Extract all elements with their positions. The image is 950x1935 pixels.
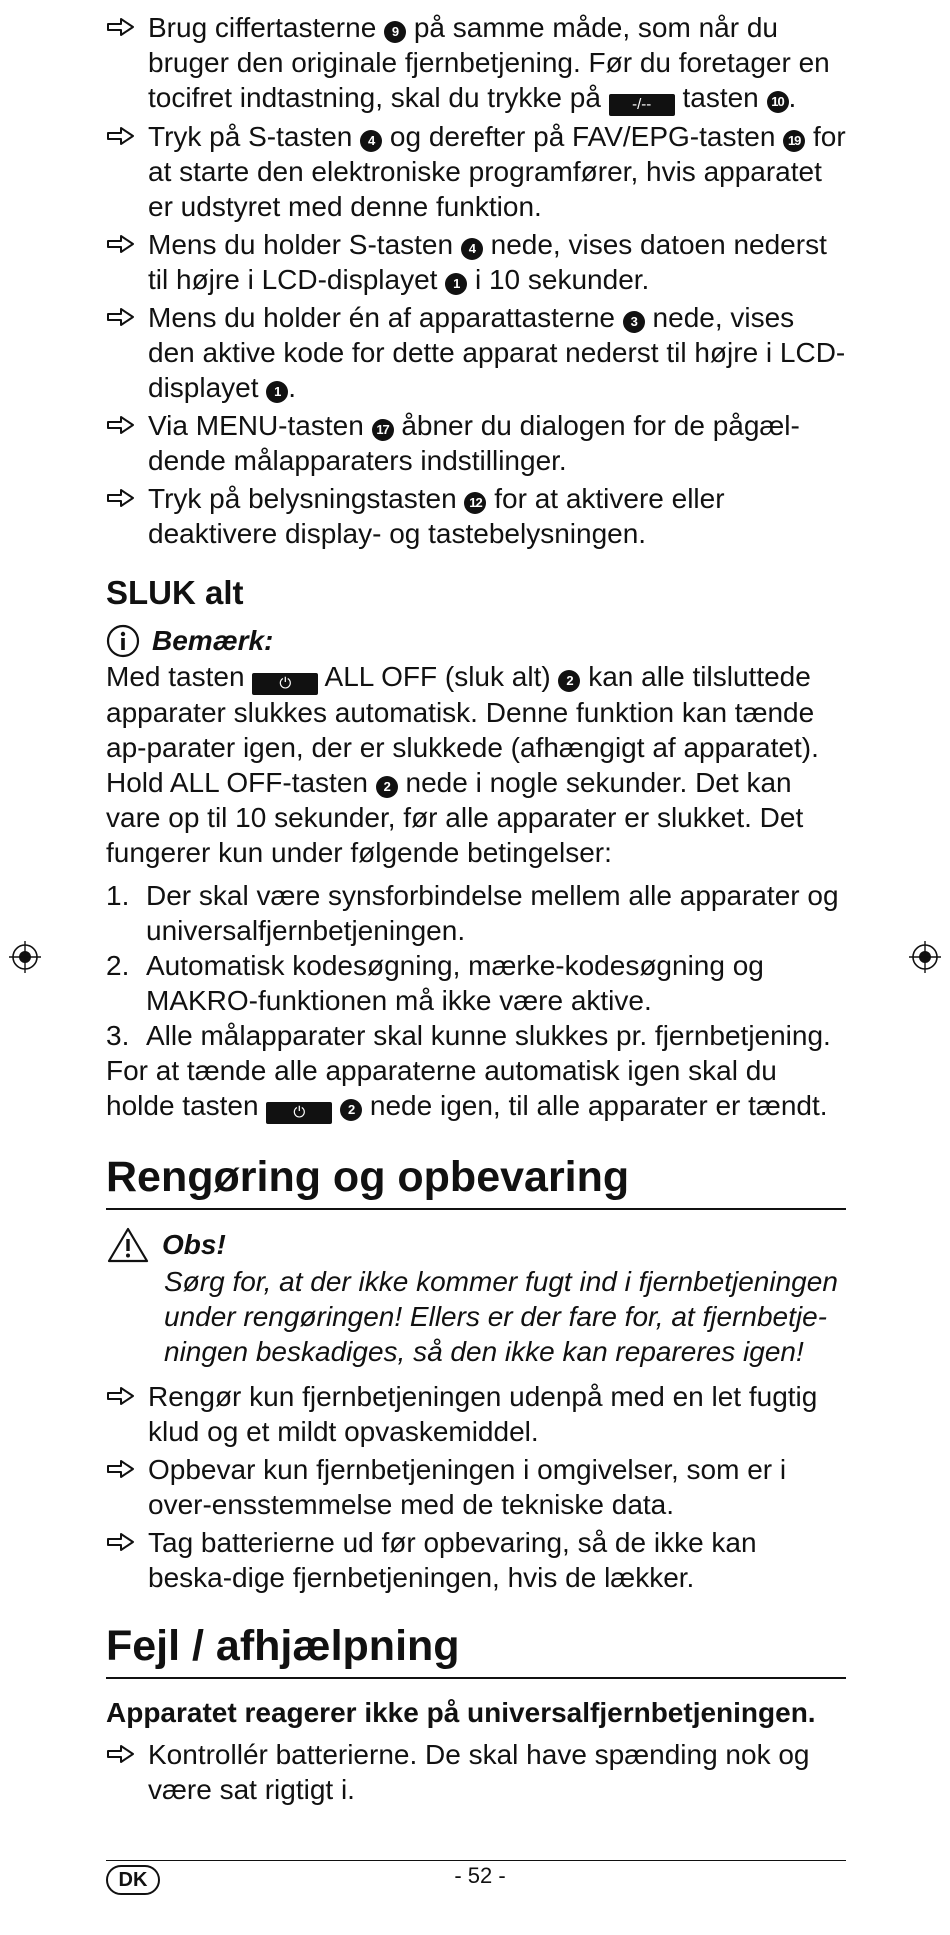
bullet-list-top (106, 10, 846, 551)
list-item (106, 878, 846, 948)
cleaning-bullet-list (106, 1379, 846, 1595)
arrow-right-outline-icon (106, 1532, 136, 1552)
footer-divider (106, 1860, 846, 1861)
warning-label: Obs! (162, 1229, 226, 1260)
sluk-outro-paragraph (106, 1053, 846, 1124)
text-run: og derefter på FAV/EPG-tasten (382, 121, 784, 152)
arrow-right-outline-icon (106, 1744, 136, 1764)
bullet-text (148, 121, 846, 222)
text-run: Tryk på S-tasten (148, 121, 361, 152)
bullet-item (106, 408, 846, 478)
reference-number-badge: 2 (340, 1099, 362, 1121)
registration-mark-icon (9, 941, 41, 973)
bullet-text (148, 1739, 810, 1805)
reference-number-badge: 3 (623, 311, 645, 333)
bullet-item (106, 1452, 846, 1522)
text-run: Kontrollér batterierne. De skal have spænding nok og være sat rigtigt i. (148, 1739, 810, 1805)
reference-number-badge: 9 (384, 21, 406, 43)
text-run: . (288, 372, 297, 403)
text-run: Rengør kun fjernbetjeningen udenpå med en let fugtig klud og et mildt opvaskemiddel. (148, 1381, 818, 1447)
sluk-ordered-list (106, 878, 846, 1053)
section-heading-cleaning: Rengøring og opbevaring (106, 1150, 846, 1210)
text-run: Via MENU-tasten (148, 410, 372, 441)
bullet-item (106, 300, 846, 405)
bullet-item (106, 1525, 846, 1595)
bullet-text (148, 410, 800, 476)
warning-triangle-icon (106, 1226, 150, 1264)
text-run: kan alle tilsluttede apparater slukkes automatisk. Denne funktion kan tænde ap-parater igen, der er slukkede (afhængigt af apparatet). Hold ALL OFF-tasten (106, 661, 819, 798)
warning-text: Sørg for, at der ikke kommer fugt ind i fjernbetjeningen under rengøringen! Ellers er der fare for, at fjernbetje-ningen beskadiges, så den ikke kan repareres igen! (164, 1266, 838, 1367)
section-heading-trouble: Fejl / afhjælpning (106, 1619, 846, 1679)
reference-number-badge: 1 (445, 273, 467, 295)
trouble-subheading: Apparatet reagerer ikke på universalfjernbetjeningen. (106, 1697, 816, 1728)
reference-number-badge: 12 (464, 492, 486, 514)
bullet-text (148, 1527, 757, 1593)
bullet-text (148, 483, 725, 549)
language-badge: DK (106, 1865, 160, 1895)
reference-number-badge: 10 (767, 91, 789, 113)
arrow-right-outline-icon (106, 1459, 136, 1479)
list-number: 2. (106, 950, 130, 981)
registration-mark-icon (909, 941, 941, 973)
arrow-right-outline-icon (106, 17, 136, 37)
page-content (106, 10, 846, 1810)
reference-number-badge: 17 (372, 419, 394, 441)
text-run: Mens du holder S-tasten (148, 229, 461, 260)
text-run: For at tænde alle apparaterne automatisk igen skal du holde tasten (106, 1055, 777, 1121)
bullet-item (106, 481, 846, 551)
text-run: Tag batterierne ud før opbevaring, så de ikke kan beska-dige fjernbetjeningen, hvis de lækker. (148, 1527, 757, 1593)
text-run: nede i nogle sekunder. Det kan vare op til 10 sekunder, før alle apparater er slukket. Det fungerer kun under følgende betingelser: (106, 767, 804, 868)
text-run: åbner du dialogen for de pågæl-dende målapparaters indstillinger. (148, 410, 800, 476)
list-number: 3. (106, 1020, 130, 1051)
remote-key-icon: ⏻ (252, 673, 318, 695)
list-text: Automatisk kodesøgning, mærke-kodesøgning og MAKRO-funktionen må ikke være aktive. (146, 950, 764, 1016)
list-text: Der skal være synsforbindelse mellem alle apparater og universalfjernbetjeningen. (146, 880, 839, 946)
bullet-item (106, 227, 846, 297)
bullet-text (148, 1381, 817, 1447)
trouble-bullet-list (106, 1737, 846, 1807)
reference-number-badge: 2 (376, 776, 398, 798)
text-run: tasten (674, 82, 767, 113)
text-run: for at aktivere eller deaktivere display- og tastebelysningen. (148, 483, 725, 549)
reference-number-badge: 1 (266, 381, 288, 403)
arrow-right-outline-icon (106, 307, 136, 327)
bullet-item (106, 10, 846, 116)
page-number: - 52 - (454, 1863, 506, 1888)
note-label: Bemærk: (152, 625, 274, 656)
list-item (106, 1018, 846, 1053)
text-run: nede, vises den aktive kode for dette apparat nederst til højre i LCD-displayet (148, 302, 846, 403)
list-item (106, 948, 846, 1018)
bullet-item (106, 1379, 846, 1449)
text-run: Tryk på belysningstasten (148, 483, 465, 514)
bullet-item (106, 1737, 846, 1807)
text-run: Med tasten (106, 661, 253, 692)
text-run: nede igen, til alle apparater er tændt. (362, 1090, 828, 1121)
text-run: ALL OFF (sluk alt) (318, 661, 559, 692)
arrow-right-outline-icon (106, 488, 136, 508)
bullet-text (148, 229, 827, 295)
arrow-right-outline-icon (106, 415, 136, 435)
list-text: Alle målapparater skal kunne slukkes pr. fjernbetjening. (146, 1020, 831, 1051)
bullet-text (148, 12, 830, 113)
text-run: for at starte den elektroniske programfører, hvis apparatet er udstyret med denne funktion. (148, 121, 846, 222)
warning-title (106, 1226, 846, 1264)
arrow-right-outline-icon (106, 234, 136, 254)
remote-key-icon: ⏻ (266, 1102, 332, 1124)
sluk-intro-paragraph (106, 659, 846, 870)
text-run: Mens du holder én af apparattasterne (148, 302, 623, 333)
text-run: i 10 sekunder. (467, 264, 650, 295)
info-icon (106, 624, 140, 658)
text-run: på samme måde, som når du bruger den originale fjernbetjening. Før du foretager en tocifret indtastning, skal du trykke på (148, 12, 830, 113)
reference-number-badge: 2 (558, 670, 580, 692)
arrow-right-outline-icon (106, 126, 136, 146)
remote-key-icon: -/-- (609, 94, 675, 116)
text-run: . (788, 82, 797, 113)
section-heading-sluk: SLUK alt (106, 574, 244, 611)
text-run: Brug ciffertasterne (148, 12, 385, 43)
arrow-right-outline-icon (106, 1386, 136, 1406)
text-run (332, 1090, 340, 1121)
reference-number-badge: 4 (360, 130, 382, 152)
list-number: 1. (106, 880, 130, 911)
bullet-text (148, 1454, 786, 1520)
text-run: Opbevar kun fjernbetjeningen i omgivelser, som er i over-ensstemmelse med de tekniske data. (148, 1454, 787, 1520)
reference-number-badge: 19 (783, 130, 805, 152)
reference-number-badge: 4 (461, 238, 483, 260)
bullet-text (148, 302, 845, 403)
text-run: nede, vises datoen nederst til højre i LCD-displayet (148, 229, 827, 295)
note-title (106, 623, 846, 659)
bullet-item (106, 119, 846, 224)
